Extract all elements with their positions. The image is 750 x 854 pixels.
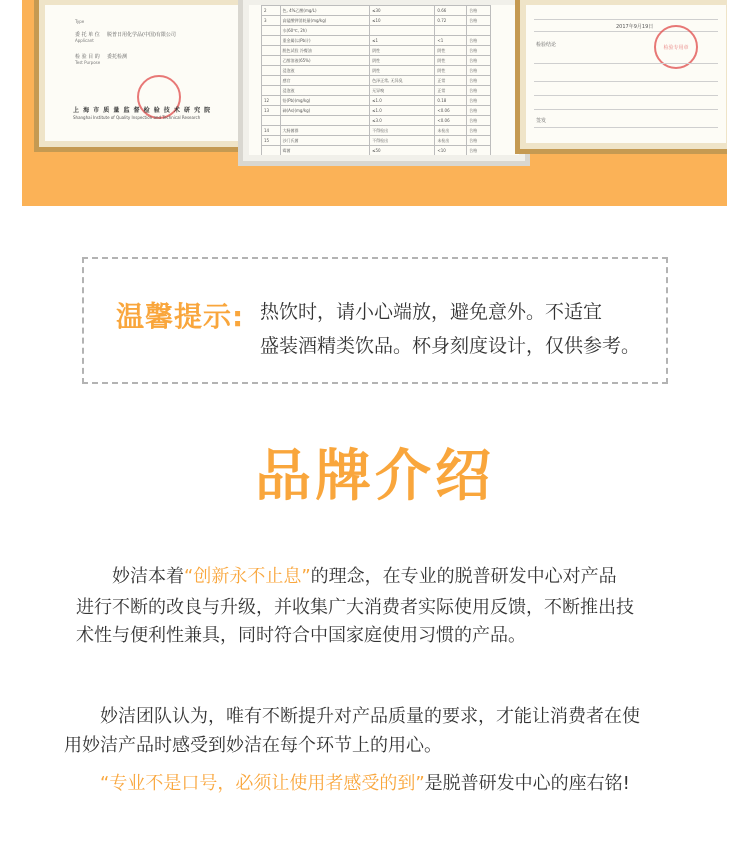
brand-p1-suffix: 的理念，在专业的脱普研发中心对产品 (310, 566, 617, 587)
cert-table-cell: 合格 (467, 46, 491, 56)
cert-table-row (262, 96, 491, 106)
cert-table-row (262, 56, 491, 66)
cert-table-cell: 0.72 (435, 16, 467, 26)
cert-table-cell: 合格 (467, 66, 491, 76)
brand-paragraph-2-line-2: 用妙洁产品时感受到妙洁在每个环节上的用心。 (64, 735, 442, 756)
cert-table-cell: 合格 (467, 146, 491, 156)
cert-table-cell: ≤1.0 (370, 106, 435, 116)
cert-table-cell: 合格 (467, 126, 491, 136)
cert-table-cell (262, 46, 281, 56)
cert-table-cell (280, 116, 370, 126)
cert-table-cell: 合格 (467, 36, 491, 46)
cert-table-cell: ≤10 (370, 16, 435, 26)
cert-table-cell: 正常 (435, 76, 467, 86)
cert-table-cell: 砷(As)(mg/kg) (280, 106, 370, 116)
brand-paragraph-2-line-1: 妙洁团队认为，唯有不断提升对产品质量的要求，才能让消费者在使 (100, 706, 640, 727)
cert-purpose-value: 委托检测 (107, 54, 128, 60)
cert-table-row (262, 66, 491, 76)
cert-table-row (262, 26, 491, 36)
cert-table-cell: 不得检出 (370, 136, 435, 146)
cert-table-cell: 合格 (467, 76, 491, 86)
cert-table-cell: 色泽正常, 无异臭 (370, 76, 435, 86)
cert-table-row (262, 16, 491, 26)
certificate-sheet-right (526, 5, 726, 143)
cert-table-cell (262, 146, 281, 156)
cert-table-row (262, 76, 491, 86)
cert-table-cell: 合格 (467, 116, 491, 126)
certificate-frame-middle (238, 0, 530, 166)
cert-table-cell (262, 76, 281, 86)
cert-applicant-en: Applicant (75, 38, 94, 43)
warm-tip-line-2: 盛装酒精类饮品。杯身刻度设计，仅供参考。 (260, 335, 641, 357)
cert-table-cell: 合格 (467, 106, 491, 116)
cert-table-cell (262, 56, 281, 66)
cert-table-cell (370, 26, 435, 36)
cert-table-cell: 15 (262, 136, 281, 146)
cert-applicant-cn: 委 托 单 位 (75, 32, 100, 38)
cert-table-cell: 0.66 (435, 6, 467, 16)
cert-table-cell: 2 (262, 6, 281, 16)
cert-table-cell: 阴性 (435, 66, 467, 76)
cert-table-cell: 霉菌 (280, 146, 370, 156)
cert-table-cell: 不得检出 (370, 126, 435, 136)
cert-table-row (262, 136, 491, 146)
brand-motto-line (100, 769, 630, 795)
cert-table-cell: 合格 (467, 56, 491, 66)
cert-table-cell: 阴性 (370, 66, 435, 76)
cert-table-cell: 水(60℃, 2h) (280, 26, 370, 36)
cert-table-cell (467, 26, 491, 36)
brand-p1-prefix: 妙洁本着 (112, 566, 184, 587)
cert-date: 2017年9月19日 (616, 24, 654, 30)
cert-stamp-text: 检验专用章 (663, 44, 689, 51)
certificate-frame-left (34, 0, 250, 152)
cert-table-cell: 合格 (467, 86, 491, 96)
cert-type-label: Type (75, 19, 85, 24)
cert-table-cell: 3 (262, 16, 281, 26)
cert-table-row (262, 46, 491, 56)
cert-table-cell (435, 26, 467, 36)
cert-table-cell: 0.18 (435, 96, 467, 106)
cert-applicant-value: 脱普日用化学品(中国)有限公司 (107, 32, 176, 38)
cert-table-row (262, 86, 491, 96)
cert-table-cell (262, 86, 281, 96)
cert-table-cell (262, 26, 281, 36)
cert-purpose-en: Test Purpose (75, 60, 101, 65)
warm-tip-line-1: 热饮时，请小心端放，避免意外。不适宜 (260, 301, 603, 323)
certificate-sheet-middle (249, 5, 519, 155)
cert-table-cell: 阴性 (435, 56, 467, 66)
warm-tip-label: 温馨提示: (116, 300, 245, 333)
cert-table-cell: 阴性 (370, 46, 435, 56)
cert-table-row (262, 126, 491, 136)
cert-table-cell: <1 (435, 36, 467, 46)
cert-table-cell: 感官 (280, 76, 370, 86)
cert-table-cell: ≤3.0 (370, 116, 435, 126)
cert-table-row (262, 146, 491, 156)
brand-motto-quote: “专业不是口号，必须让使用者感受的到” (100, 773, 425, 794)
brand-paragraph-1-line-2: 进行不断的改良与升级，并收集广大消费者实际使用反馈，不断推出技 (76, 597, 634, 618)
cert-table-cell: 13 (262, 106, 281, 116)
cert-table-cell: 阴性 (435, 46, 467, 56)
certificate-banner (22, 0, 727, 206)
cert-table-cell: 沙门氏菌 (280, 136, 370, 146)
cert-table-cell: 阴性 (370, 56, 435, 66)
cert-table-cell: 浸泡液 (280, 66, 370, 76)
cert-table-cell: 色, 4%乙酸(mg/L) (280, 6, 370, 16)
certificate-frame-right (515, 0, 727, 154)
cert-table-cell: 正常 (435, 86, 467, 96)
cert-table-cell (262, 116, 281, 126)
cert-institute-cn: 上 海 市 质 量 监 督 检 验 技 术 研 究 院 (73, 107, 212, 114)
cert-table-cell: 未检出 (435, 136, 467, 146)
brand-motto-suffix: 是脱普研发中心的座右铭! (424, 773, 630, 794)
cert-sign-label: 签发 (536, 118, 547, 124)
cert-table-cell: 合格 (467, 16, 491, 26)
cert-table-cell: 脱色试验 冷餐油 (280, 46, 370, 56)
cert-table-cell (262, 36, 281, 46)
cert-table-cell: 高锰酸钾消耗量(mg/kg) (280, 16, 370, 26)
cert-table-cell: 合格 (467, 136, 491, 146)
cert-table-cell: 乙醇溶液(65%) (280, 56, 370, 66)
cert-results-table (261, 5, 491, 155)
cert-table-row (262, 106, 491, 116)
cert-table-cell: <0.06 (435, 106, 467, 116)
cert-table-row (262, 6, 491, 16)
cert-table-cell: 合格 (467, 96, 491, 106)
cert-table-cell: 合格 (467, 6, 491, 16)
cert-table-cell: ≤30 (370, 6, 435, 16)
cert-table-row (262, 36, 491, 46)
cert-table-cell: ≤1 (370, 36, 435, 46)
cert-institute-en: Shanghai Institute of Quality Inspection and Technical Research (73, 115, 201, 120)
certificate-sheet-left (45, 5, 239, 141)
cert-conclusion-label: 检验结论 (536, 42, 557, 48)
cert-table-cell: 未检出 (435, 126, 467, 136)
cert-table-cell: ≤1.0 (370, 96, 435, 106)
warm-tip-box (82, 257, 668, 384)
cert-table-cell: 浸泡液 (280, 86, 370, 96)
cert-table-cell: 14 (262, 126, 281, 136)
cert-table-cell: <10 (435, 146, 467, 156)
brand-title: 品牌介绍 (255, 444, 495, 509)
cert-table-cell: 12 (262, 96, 281, 106)
brand-slogan-innovation: “创新永不止息” (184, 566, 311, 587)
cert-table-cell: ≤50 (370, 146, 435, 156)
cert-purpose-cn: 检 验 目 的 (75, 54, 100, 60)
cert-table-cell: <0.06 (435, 116, 467, 126)
cert-table-cell: 无异嗅 (370, 86, 435, 96)
cert-table-row (262, 116, 491, 126)
brand-paragraph-1-line-1 (112, 562, 617, 588)
cert-table-cell (262, 66, 281, 76)
cert-table-cell: 铅(Pb)(mg/kg) (280, 96, 370, 106)
cert-table-cell: 大肠菌群 (280, 126, 370, 136)
brand-paragraph-1-line-3: 术性与便利性兼具，同时符合中国家庭使用习惯的产品。 (76, 625, 526, 646)
cert-table-cell: 重金属(以Pb计) (280, 36, 370, 46)
